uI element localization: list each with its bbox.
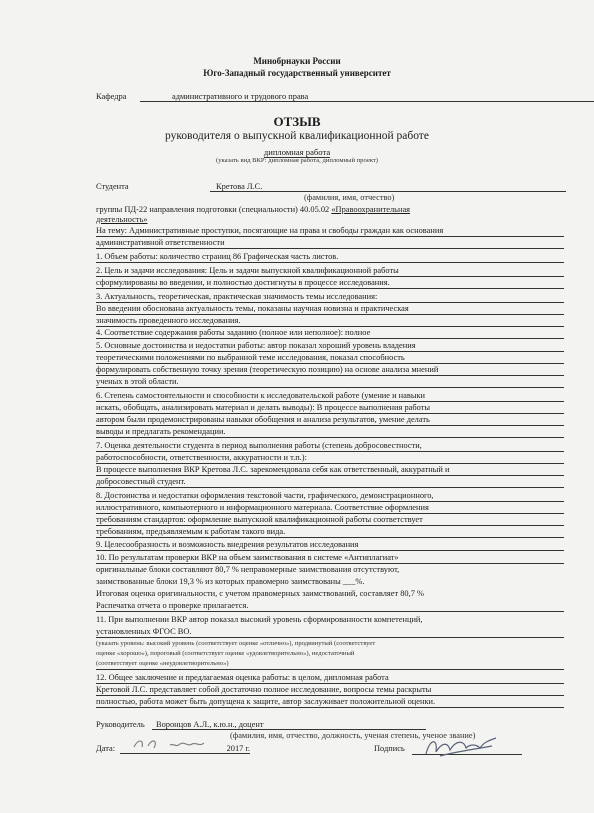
dept-value: административного и трудового права (140, 92, 594, 102)
student-hint: (фамилия, имя, отчество) (304, 193, 395, 202)
section-10-text-4: Распечатка отчета о проверке прилагается. (96, 601, 564, 612)
section-2: 2. Цель и задачи исследования: Цель и задачи выпускной квалификационной работы (96, 266, 564, 277)
section-12-text: Кретовой Л.С. представляет собой достаточно полное исследование, вопросы темы раскрыты (96, 685, 564, 696)
section-4: 4. Соответствие содержания работы заданию (полное или неполное): полное (96, 328, 564, 339)
section-11: 11. При выполнении ВКР автор показал высокий уровень сформированности компетенций, (96, 615, 423, 624)
dept-label: Кафедра (96, 92, 127, 101)
section-3: 3. Актуальность, теоретическая, практическая значимость темы исследования: (96, 292, 564, 303)
section-11-hint: (указать уровень: высокий уровень (соответствует оценке «отлично»), продвинутый (соответствует (96, 640, 376, 647)
section-6-text-2: автором были продемонстрированы навыки обобщения и анализа результатов, умение делать (96, 415, 564, 426)
supervisor-hint: (фамилия, имя, отчество, должность, ученая степень, ученое звание) (230, 731, 476, 740)
section-7: 7. Оценка деятельности студента в период выполнения работы (степень добросовестности, (96, 441, 564, 452)
section-6-text: искать, обобщать, анализировать материал и делать выводы): В процессе выполнения работы (96, 403, 564, 414)
section-8-text-2: требованиям стандартов: оформление выпускной квалификационной работы соответствует (96, 515, 564, 526)
student-label: Студента (96, 182, 129, 191)
date-year: 2017 г. (120, 744, 250, 754)
section-3-text: Во введении обоснована актуальность темы, показаны научная новизна и практическая (96, 304, 564, 315)
section-6: 6. Степень самостоятельности и способности к исследовательской работе (умение и навыки (96, 391, 564, 402)
section-6-text-3: выводы и предлагать рекомендации. (96, 427, 564, 438)
section-10-text: оригинальные блоки составляют 80,7 % неправомерные заимствования отсутствуют, (96, 565, 400, 574)
section-7-text-3: добросовестный студент. (96, 477, 564, 488)
section-1: 1. Объем работы: количество страниц 86 Графическая часть листов. (96, 252, 564, 263)
section-7-text: работоспособности, ответственности, аккуратности и т.п.): (96, 453, 564, 464)
university-header: Юго-Западный государственный университет (203, 68, 391, 78)
section-8-text: иллюстративного, компьютерного и информационного материала. Соответствие оформления (96, 503, 564, 514)
section-11-text: установленных ФГОС ВО. (96, 627, 564, 638)
topic-line: На тему: Административные проступки, посягающие на права и свободы граждан как основания (96, 226, 564, 237)
section-11-hint-2: оценке «хорошо»), пороговый (соответствует оценке «удовлетворительно»), недостаточный (96, 650, 355, 657)
section-5-text: теоретическими положениями по выбранной теме исследования, показал способность (96, 353, 564, 364)
section-5-text-2: формулировать собственную точку зрения (теоретическую позицию) на основе анализа мнений (96, 365, 564, 376)
section-5: 5. Основные достоинства и недостатки работы: автор показал хороший уровень владения (96, 341, 564, 352)
section-3-text-2: значимость проведенного исследования. (96, 316, 564, 327)
section-8: 8. Достоинства и недостатки оформления текстовой части, графического, демонстрационного, (96, 491, 564, 502)
handwritten-date-icon (130, 735, 245, 753)
section-7-text-2: В процессе выполнения ВКР Кретова Л.С. зарекомендовала себя как ответственный, аккуратный и (96, 465, 564, 476)
section-8-text-3: требованиям, предъявляемым к работам такого вида. (96, 527, 564, 538)
section-11-hint-3: (соответствует оценке «неудовлетворительно») (96, 659, 564, 670)
section-10-text-3: Итоговая оценка оригинальности, с учетом правомерных заимствований, составляет 80,7 % (96, 589, 424, 598)
signature-icon (420, 734, 500, 760)
doc-subtitle: руководителя о выпускной квалификационной работе (165, 130, 429, 142)
signature-label: Подпись (374, 744, 405, 753)
doc-title: ОТЗЫВ (273, 114, 321, 129)
section-5-text-3: ученых в этой области. (96, 377, 564, 388)
work-type-hint: (указать вид ВКР: дипломная работа, дипломный проект) (216, 157, 378, 164)
ministry-header: Минобрнауки России (253, 56, 341, 66)
section-12-text-2: полностью, работа может быть допущена к защите, автор заслуживает положительной оценки. (96, 697, 564, 708)
section-9: 9. Целесообразность и возможность внедрения результатов исследования (96, 540, 564, 551)
section-10-text-2: заимствованные блоки 19,3 % из которых правомерно заимствованы ___%. (96, 577, 365, 586)
section-2-text: сформулированы во введении, и полностью достигнуты в процессе исследования. (96, 278, 564, 289)
work-type: дипломная работа (263, 147, 331, 157)
date-label: Дата: (96, 744, 116, 753)
specialty-2: деятельность» (96, 215, 148, 224)
specialty: «Правоохранительная (331, 205, 411, 214)
section-10: 10. По результатам проверки ВКР на объем заимствования в системе «Антиплагиат» (96, 553, 564, 564)
group-line: группы ПД-22 направления подготовки (специальности) 40.05.02 (96, 205, 330, 214)
supervisor-label: Руководитель (96, 720, 145, 729)
section-12: 12. Общее заключение и предлагаемая оценка работы: в целом, дипломная работа (96, 673, 564, 684)
student-name: Кретова Л.С. (210, 182, 566, 192)
topic-line-2: административной ответственности (96, 238, 564, 249)
supervisor-value: Воронцов А.Л., к.ю.н., доцент (152, 720, 426, 730)
